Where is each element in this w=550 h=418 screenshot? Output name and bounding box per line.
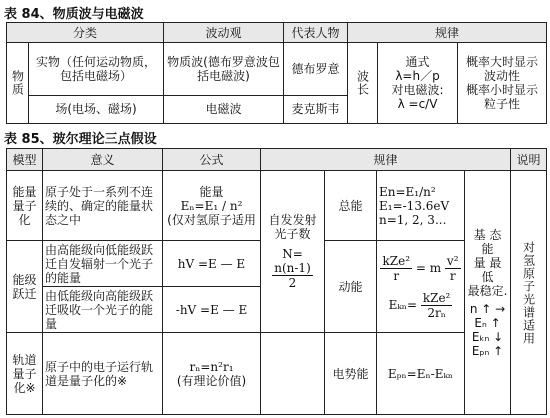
spont-N: N=: [282, 247, 303, 261]
f3-note: (有理论价值): [176, 373, 247, 388]
total-energy-formula: [377, 171, 465, 241]
table84-caption: 表 84、物质波与电磁波: [4, 7, 144, 22]
kin-Ekn: Eₖₙ=: [388, 297, 418, 312]
spont-formula: [263, 247, 322, 290]
meaning-orbit-quant: 原子中的电子运行轨道是量子化的※: [43, 333, 163, 415]
prob-line4: 粒子性: [484, 97, 521, 112]
kinetic-line1: [379, 254, 462, 283]
cell-entity-person: 德布罗意: [284, 43, 348, 96]
ground-line1: 基 态 能: [473, 227, 502, 256]
header-model: 模型: [7, 149, 43, 171]
prob-line1: 概率大时显示: [466, 55, 539, 70]
note-cell: 对氢原子光谱适用: [511, 171, 547, 415]
ground-a3: Eₖₙ ↓: [471, 329, 504, 344]
header-person: 代表人物: [284, 23, 348, 43]
kin-r2: r: [449, 268, 456, 283]
label-level-b: 跃迁: [12, 286, 37, 301]
header-law: 规律: [348, 23, 547, 43]
spontaneous-cell: [261, 171, 325, 333]
kin-v2: v²: [446, 253, 459, 268]
spont-line2: 光子数: [274, 227, 311, 241]
prob-line3: 概率小时显示: [466, 83, 539, 98]
header-category: 分类: [7, 23, 164, 43]
header-note: 说明: [511, 149, 547, 171]
f1-note: (仅对氢原子适用: [167, 212, 256, 227]
label-level-transition: [7, 241, 43, 333]
header-formula: 公式: [163, 149, 261, 171]
kin-frac1: [380, 254, 412, 283]
label-energy-quant: 能量量子化: [7, 171, 43, 241]
meaning-energy-quant: 原子处于一系列不连续的、确定的能量状态之中: [43, 171, 163, 241]
header-wave: 波动观: [164, 23, 284, 43]
formula-line1: λ=h／p: [395, 69, 440, 84]
probability-cell: [458, 43, 547, 124]
formula-emission: hV =E — E: [163, 241, 261, 287]
kin-kze: kZe²: [382, 253, 411, 268]
f1-eq: Eₙ=E₁ / n²: [180, 198, 243, 213]
kin-frac3: [421, 291, 453, 320]
kin-den: 2rₙ: [427, 305, 446, 320]
total-l2: E₁=-13.6eV: [379, 198, 450, 213]
kinetic-formula: [377, 241, 465, 333]
label-total-energy: 总能: [325, 171, 377, 241]
header-law: 规律: [261, 149, 511, 171]
formula-line3: λ =c/V: [397, 97, 438, 112]
formula-absorption: -hV =E — E: [163, 287, 261, 333]
table85-caption: 表 85、玻尔理论三点假设: [4, 132, 157, 147]
meaning-absorption: 由低能级向高能级跃迁吸收一个光子的能量: [43, 287, 163, 333]
kinetic-line2: [379, 291, 462, 320]
ground-a4: Eₚₙ ↑: [471, 343, 504, 358]
table-84: [6, 22, 547, 124]
kin-r: r: [393, 268, 400, 283]
ground-state-cell: [465, 171, 511, 415]
formula-line2: 对电磁波:: [391, 83, 444, 98]
ground-line3: 最稳定.: [467, 283, 508, 298]
row-label-matter: 物质: [7, 43, 29, 124]
spont-empty: [261, 333, 325, 415]
wavelength-label: 波长: [348, 43, 378, 124]
cell-field-person: 麦克斯韦: [284, 95, 348, 123]
kin-eq: = m: [415, 260, 442, 275]
meaning-emission: 由高能级向低能级跃迁自发辐射一个光子的能量: [43, 241, 163, 287]
formula-title: 通式: [405, 55, 430, 70]
kin-frac2: [445, 254, 461, 283]
spont-fraction: [272, 261, 313, 290]
cell-entity-category: 实物（任何运动物质，包括电磁场）: [29, 43, 164, 96]
cell-entity-wave: 物质波(德布罗意波包括电磁波): [164, 43, 284, 96]
kin-Kze: kZe²: [422, 290, 451, 305]
header-meaning: 意义: [43, 149, 163, 171]
f3-eq: rₙ=n²r₁: [189, 359, 234, 374]
f1-title: 能量: [199, 184, 224, 199]
label-kinetic: 动能: [325, 241, 377, 333]
formula-orbit-quant: [163, 333, 261, 415]
label-orbit-quant: 轨道量子化※: [7, 333, 43, 415]
potential-formula: Eₚₙ=Eₙ-Eₖₙ: [377, 333, 465, 415]
total-l3: n=1, 2, 3...: [379, 212, 447, 227]
label-potential: 电势能: [325, 333, 377, 415]
label-level-a: 能级: [12, 272, 37, 287]
table-85: [6, 148, 547, 415]
spont-line1: 自发发射: [268, 213, 317, 227]
wavelength-formula: [378, 43, 458, 124]
spont-num: n(n-1): [274, 261, 311, 275]
spont-den: 2: [288, 276, 297, 290]
prob-line2: 波动性: [484, 69, 521, 84]
ground-a2: Eₙ ↑: [474, 315, 501, 330]
ground-line2: 量 最 低: [473, 255, 502, 284]
cell-field-category: 场(电场、磁场): [29, 95, 164, 123]
total-l1: En=E₁/n²: [379, 184, 436, 199]
formula-energy-quant: [163, 171, 261, 241]
ground-a1: n ↑ →: [469, 301, 506, 316]
cell-field-wave: 电磁波: [164, 95, 284, 123]
